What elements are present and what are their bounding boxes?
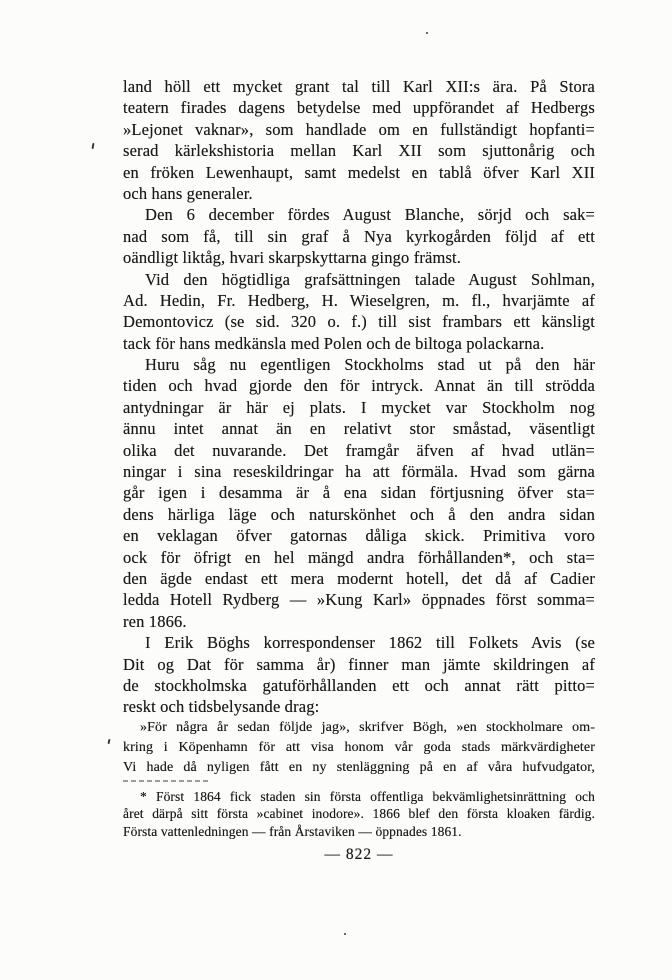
text-line: I Erik Böghs korrespondenser 1862 till Folkets Avis (se — [145, 633, 595, 653]
text-line: reskt och tidsbelysande drag: — [123, 697, 320, 717]
text-line: Dit og Dat för samma år) finner man jämte skildringen af — [123, 654, 595, 674]
footnote — [123, 788, 595, 841]
text-line: de stockholmska gatuförhållanden ett och annat rätt pitto= — [123, 675, 595, 695]
text-line: ren 1866. — [123, 611, 187, 631]
paragraph-1 — [123, 76, 595, 204]
text-line: antydningar är här ej plats. I mycket var Stockholm nog — [123, 397, 595, 417]
text-line: Vid den högtidliga grafsättningen talade August Sohlman, — [145, 269, 595, 289]
page-number: — 822 — — [324, 846, 394, 863]
scan-artifact-tick — [91, 143, 94, 149]
text-line: Första vattenledningen — från Årstaviken — öppnades 1861. — [123, 823, 462, 839]
text-line: nad som få, till sin graf å Nya kyrkogården följd af ett — [123, 226, 595, 246]
text-line: den ägde endast ett mera modernt hotell, det då af Cadier — [123, 568, 595, 588]
paragraph-2 — [123, 204, 595, 268]
text-line: teatern firades dagens betydelse med uppförandet af Hedbergs — [123, 98, 595, 118]
text-line: en veklagan öfver gatornas dåliga skick. Primitiva voro — [123, 526, 595, 546]
text-line: Vi hade då nyligen fått en ny stenläggning på en af våra hufvudgator, — [123, 759, 595, 775]
text-line: Huru såg nu egentligen Stockholms stad ut på den här — [145, 355, 595, 375]
scan-artifact-dot — [426, 32, 428, 34]
paragraph-5 — [123, 632, 595, 718]
text-line: land höll ett mycket grant tal till Karl XII:s ära. På Stora — [123, 77, 595, 96]
text-line: serad kärlekshistoria mellan Karl XII som sjuttonårig och — [123, 141, 595, 161]
text-line: en fröken Lewenhaupt, samt medelst en tablå öfver Karl XII — [123, 162, 595, 182]
footnote-separator — [123, 780, 209, 782]
paragraph-4 — [123, 354, 595, 632]
text-line: oändligt liktåg, hvari skarpskyttarna gingo främst. — [123, 248, 462, 268]
paragraph-3 — [123, 269, 595, 355]
text-line: ledda Hotell Rydberg — »Kung Karl» öppnades först somma= — [123, 590, 595, 610]
text-line: Den 6 december fördes August Blanche, sörjd och sak= — [145, 205, 595, 225]
text-line: går igen i desamma är å ena sidan förtjusning öfver sta= — [123, 483, 595, 503]
text-line: ock för öfrigt en hel mängd andra förhållanden*, och sta= — [123, 547, 595, 567]
text-line: året därpå sitt första »cabinet inodore». 1866 blef den första kloaken färdig. — [123, 806, 595, 822]
text-line: och hans generaler. — [123, 183, 253, 203]
text-line: tiden och hvad gjorde den för intryck. Annat än till strödda — [123, 376, 595, 396]
text-line: dens härliga läge och naturskönhet och å den andra sidan — [123, 504, 595, 524]
text-line: »Lejonet vaknar», som handlade om en fullständigt hopfanti= — [123, 119, 595, 139]
text-line: »För några år sedan följde jag», skrifver Bögh, »en stockholmare om- — [140, 719, 595, 735]
text-line: kring i Köpenhamn för att visa honom vår goda stads märkvärdigheter — [123, 739, 595, 755]
text-line: Demontovicz (se sid. 320 o. f.) till sist frambars ett känsligt — [123, 312, 595, 332]
scan-artifact-tick — [108, 739, 111, 744]
text-line: olika det nuvarande. Det framgår äfven af hvad utlän= — [123, 440, 595, 460]
text-line: ningar i sina reseskildringar ha att förmäla. Hvad som gärna — [123, 462, 595, 482]
text-block — [123, 76, 595, 840]
scan-artifact-dot — [344, 933, 346, 935]
block-quote — [123, 718, 595, 778]
text-line: ännu intet annat än en relativt stor småstad, väsentligt — [123, 419, 595, 439]
text-line: tack för hans medkänsla med Polen och de biltoga polackarna. — [123, 333, 545, 353]
text-line: Ad. Hedin, Fr. Hedberg, H. Wieselgren, m. fl., hvarjämte af — [123, 290, 595, 310]
text-line: * Först 1864 fick staden sin första offentliga bekvämlighetsinrättning och — [140, 788, 595, 804]
